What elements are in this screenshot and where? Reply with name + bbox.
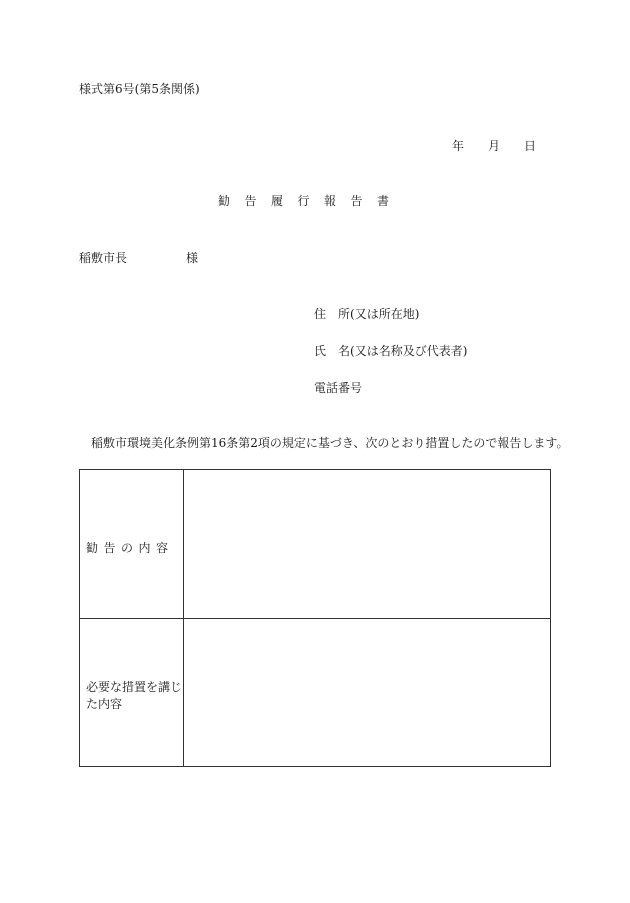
document-title: 勧告履行報告書 <box>218 194 404 208</box>
date-day: 日 <box>524 139 537 153</box>
table-row <box>80 470 550 619</box>
measures-label-cell <box>80 619 184 767</box>
date-year: 年 <box>452 139 465 153</box>
addressee-name: 稲敷市長 <box>79 251 128 265</box>
name-label-first: 氏 <box>314 344 327 358</box>
recommendation-content-cell[interactable] <box>184 470 550 618</box>
measures-content-cell[interactable] <box>184 619 550 767</box>
address-label-first: 住 <box>314 307 327 321</box>
date-line <box>452 137 536 154</box>
name-label <box>314 342 467 359</box>
address-label-rest: 所(又は所在地) <box>338 307 420 321</box>
recommendation-label: 勧告の内容 <box>86 541 174 555</box>
addressee-honorific: 様 <box>186 251 199 265</box>
recommendation-label-cell <box>80 470 184 618</box>
table-row <box>80 619 550 767</box>
measures-label: 必要な措置を講じた内容 <box>86 680 183 711</box>
report-table <box>79 469 551 767</box>
address-label <box>314 305 419 322</box>
form-number: 様式第6号(第5条関係) <box>79 82 200 96</box>
body-text: 稲敷市環境美化条例第16条第2項の規定に基づき、次のとおり措置したので報告します。 <box>91 436 569 450</box>
phone-label: 電話番号 <box>314 381 363 395</box>
name-label-rest: 名(又は名称及び代表者) <box>338 344 468 358</box>
addressee <box>79 249 198 266</box>
date-month: 月 <box>488 139 501 153</box>
